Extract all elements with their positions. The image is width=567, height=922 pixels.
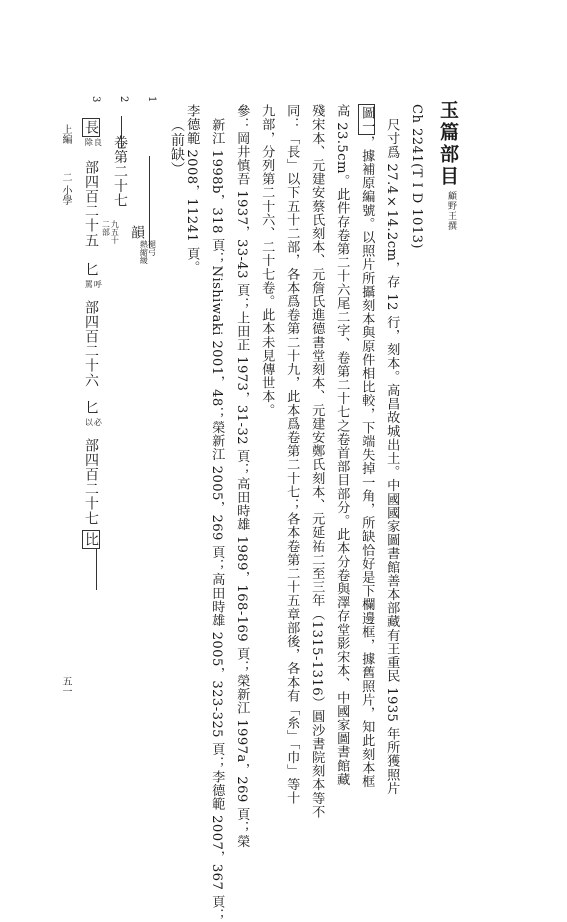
line-number-2: 2	[118, 96, 129, 103]
radical-bi-box	[84, 530, 98, 549]
description-line-4: 殘宋本、元建安蔡氏刻本、元詹氏進德書堂刻本、元建安鄭氏刻本、元延祐二至三年（1315-1316）圓沙書院刻本等不	[309, 104, 325, 819]
radical-426: 部四百二十六	[83, 300, 99, 388]
line1-character: 韻	[129, 225, 145, 240]
description-line-5: 同：「長」以下五十二部，各本爲卷第二十九，此本爲卷第二十七；各本卷第二十五章部後，各本有「糸」「巾」等十	[284, 104, 300, 805]
footer-section: 上編	[60, 124, 71, 144]
description-line-1: 尺寸爲 27.4×14.2cm，存 12 行，刻本。高昌故城出土。中國國家圖書館善本部藏有王重民 1935 年所獲照片	[384, 118, 400, 795]
line3b-note-right: 呼	[93, 280, 103, 288]
line1-note-left: 熱縮緩	[139, 240, 149, 264]
section-title: 玉篇部目	[437, 100, 459, 188]
line3c-note-left: 以	[84, 418, 94, 426]
damage-line-3	[96, 548, 97, 590]
radical-bi-char: 匕	[83, 400, 99, 415]
page-number: 五一	[60, 676, 71, 696]
line2-note-left: 二部	[101, 220, 111, 236]
line3b-note-left: 罵	[84, 280, 94, 288]
footer-category: 二 小學	[60, 172, 71, 206]
line3c-note-right: 必	[93, 418, 103, 426]
line-number-3: 3	[90, 96, 101, 103]
line1-note-right: 褪弓	[147, 240, 157, 256]
lacuna-marker: （前缺）	[169, 118, 185, 177]
references-line-2: 新江 1998b，318 頁；Nishiwaki 2001，48；榮新江 2005，269 頁；高田時雄 2005，323-325 頁；李德範 2007，367 頁；	[209, 118, 225, 922]
description-line-6: 九部，分列第二十六、二十七卷。此本未見傳世本。	[259, 104, 275, 417]
figure-reference: 圖一	[359, 106, 375, 134]
radical-chang	[84, 118, 98, 137]
radical-chang-box: 長	[83, 120, 99, 135]
shelfmark: Ch 2241(T I D 1013)	[409, 104, 425, 249]
damage-line	[149, 156, 150, 248]
line3-note-left: 除	[84, 138, 94, 146]
line2-note-right: 九五十	[110, 220, 120, 244]
line-number-1: 1	[146, 96, 157, 103]
radical-hua-char: 匕	[83, 262, 99, 277]
references-line-1: 參：岡井慎吾 1937，33-43 頁；上田正 1973，31-32 頁；高田時雄 1989，168-169 頁；榮新江 1997a，269 頁；榮	[234, 104, 250, 849]
description-line-2-text: ，據補原編號。以照片所攝刻本與原件相比較，下端失掉一角，所缺恰好是下欄邊框，據舊照片，知此刻本框	[359, 135, 375, 789]
description-line-3: 高 23.5cm。此件存卷第二十六尾二字、卷第二十七之卷首部目部分。此本分卷與澤存堂影宋本、中國家圖書館藏	[334, 104, 350, 786]
references-line-3: 李德範 2008，11241 頁。	[184, 104, 200, 274]
description-line-2	[360, 104, 373, 788]
radical-427: 部四百二十七	[83, 438, 99, 526]
author-name: 顧野王撰	[446, 191, 456, 231]
radical-425: 部四百二十五	[83, 160, 99, 248]
volume-heading: 卷第二十七	[112, 135, 128, 208]
line3-note-right: 良	[93, 138, 103, 146]
radical-bi-boxed: 比	[83, 532, 99, 547]
